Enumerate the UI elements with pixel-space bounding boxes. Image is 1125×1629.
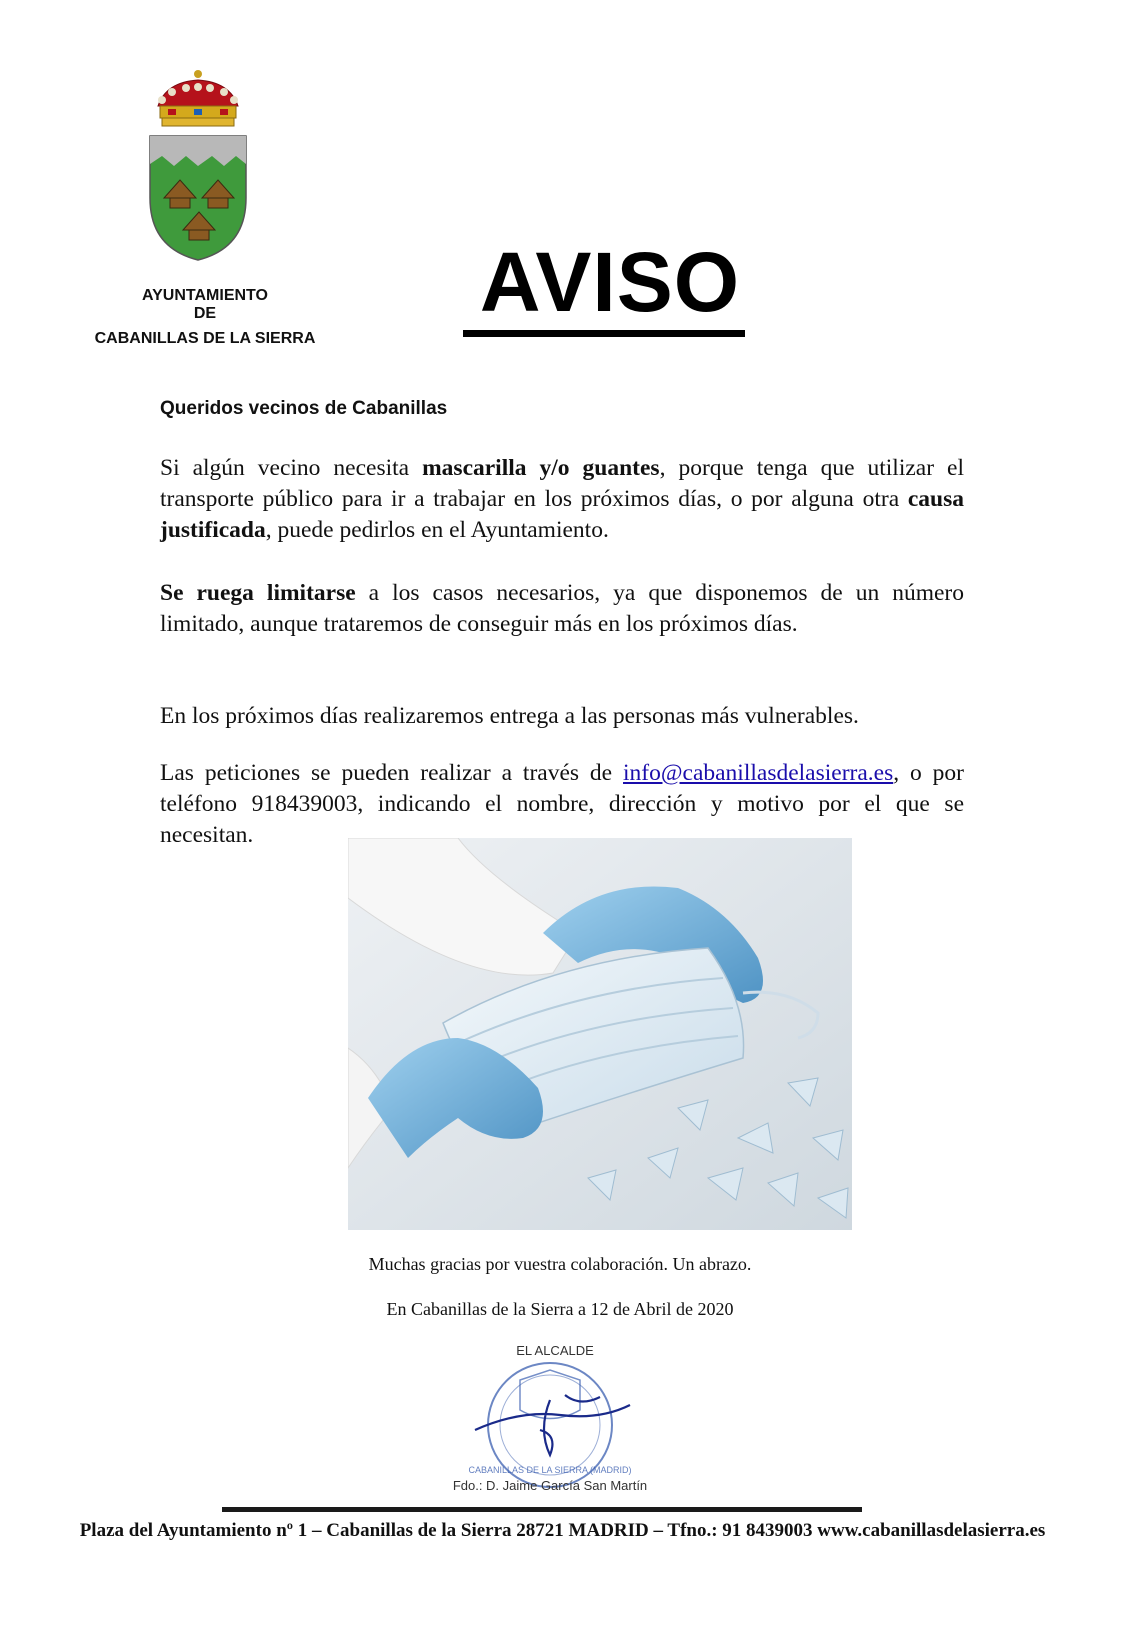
signature-title: EL ALCALDE <box>516 1343 594 1358</box>
org-name-line3: CABANILLAS DE LA SIERRA <box>94 330 316 347</box>
greeting: Queridos vecinos de Cabanillas <box>160 398 448 419</box>
stamp-text: CABANILLAS DE LA SIERRA (MADRID) <box>468 1465 632 1475</box>
coat-of-arms-icon <box>148 68 248 263</box>
p4-text-1: Las peticiones se pueden realizar a través de <box>160 760 624 786</box>
p1-text-1: Si algún vecino necesita <box>160 455 423 481</box>
org-name-line1: AYUNTAMIENTO <box>142 287 268 304</box>
email-link[interactable]: info@cabanillasdelasierra.es <box>623 760 894 786</box>
paragraph-limit <box>160 578 964 640</box>
paragraph-vulnerable: En los próximos días realizaremos entrega a las personas más vulnerables. <box>160 703 859 729</box>
page-title: AVISO <box>479 235 741 329</box>
title-underline <box>463 330 745 337</box>
p2-bold: Se ruega limitarse <box>160 580 356 606</box>
p1-bold-1: mascarilla y/o guantes <box>422 455 660 481</box>
mayor-signature-stamp <box>220 1335 870 1500</box>
paragraph-request <box>160 453 964 546</box>
thanks-line: Muchas gracias por vuestra colaboración. Un abrazo. <box>368 1254 752 1274</box>
p1-text-3: , puede pedirlos en el Ayuntamiento. <box>265 517 609 543</box>
footer-address: Plaza del Ayuntamiento nº 1 – Cabanillas de la Sierra 28721 MADRID – Tfno.: 91 8439003 www.cabanillasdelasierra.es <box>79 1520 1046 1541</box>
mask-gloves-photo <box>348 838 852 1230</box>
p2-text: a los casos necesarios, ya que disponemos de un número limitado, aunque trataremos de conseguir más en los próximos días. <box>160 580 964 637</box>
org-name-line2: DE <box>193 305 217 322</box>
date-line: En Cabanillas de la Sierra a 12 de Abril de 2020 <box>386 1299 734 1319</box>
signer-name: Fdo.: D. Jaime García San Martín <box>452 1478 648 1493</box>
p4-text-2: , o por teléfono 918439003, indicando el nombre, dirección y motivo por el que se necesitan. <box>160 760 965 848</box>
p1-bold-2: causa justificada <box>160 486 964 543</box>
footer-divider <box>222 1507 862 1512</box>
p1-text-2: , porque tenga que utilizar el transporte público para ir a trabajar en los próximos días, o por alguna otra <box>160 455 964 512</box>
